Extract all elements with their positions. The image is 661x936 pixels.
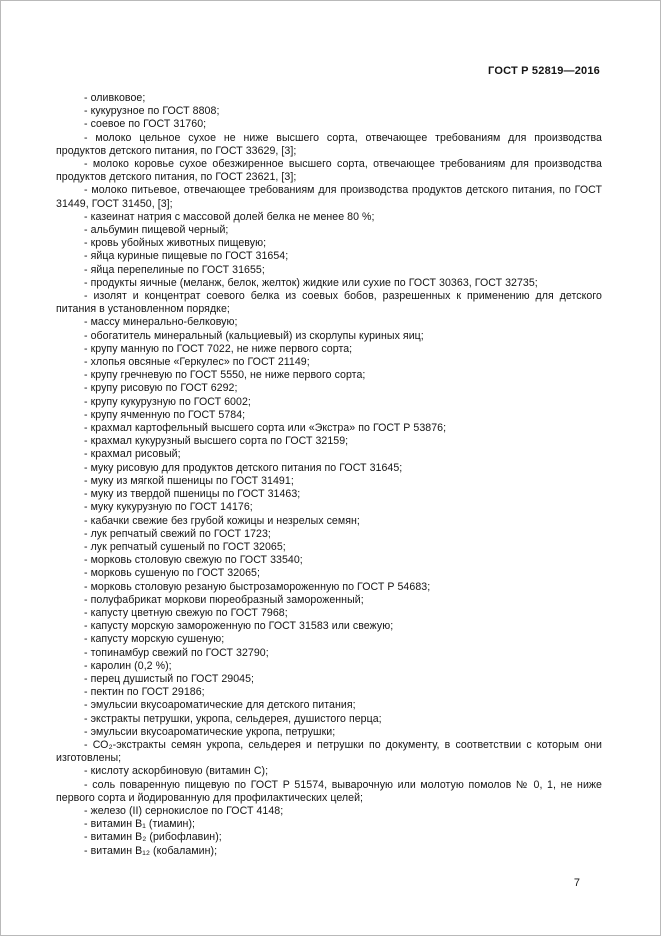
- page-number: 7: [573, 877, 580, 889]
- list-item: - каролин (0,2 %);: [84, 659, 172, 672]
- list-item: - молоко цельное сухое не ниже высшего сорта, отвечающее требованиям для производства продуктов детского питания, по ГОСТ 33629, [3];: [56, 131, 602, 157]
- items-list: [56, 92, 602, 858]
- list-item: - капусту цветную свежую по ГОСТ 7968;: [84, 606, 288, 619]
- list-item: - молоко коровье сухое обезжиренное высшего сорта, отвечающее требованиям для производства продуктов детского питания, по ГОСТ 23621, [3];: [56, 158, 602, 184]
- list-item: - муку из мягкой пшеницы по ГОСТ 31491;: [84, 474, 294, 487]
- list-item: - эмульсии вкусоароматические для детского питания;: [84, 699, 356, 712]
- page-header: [56, 65, 600, 77]
- list-item: - соевое по ГОСТ 31760;: [84, 118, 207, 131]
- list-item: - лук репчатый сушеный по ГОСТ 32065;: [84, 540, 286, 553]
- list-item: - экстракты петрушки, укропа, сельдерея, душистого перца;: [84, 712, 382, 725]
- list-item: - морковь столовую свежую по ГОСТ 33540;: [84, 554, 303, 567]
- list-item: - крупу манную по ГОСТ 7022, не ниже первого сорта;: [84, 342, 353, 355]
- list-item: - витамин В₂ (рибофлавин);: [84, 831, 222, 844]
- list-item: - перец душистый по ГОСТ 29045;: [84, 672, 255, 685]
- list-item: - крупу ячменную по ГОСТ 5784;: [84, 408, 246, 421]
- standard-number: ГОСТ Р 52819—2016: [488, 65, 600, 77]
- list-item: - муку кукурузную по ГОСТ 14176;: [84, 501, 253, 514]
- list-item: - кукурузное по ГОСТ 8808;: [84, 105, 220, 118]
- list-item: - крупу гречневую по ГОСТ 5550, не ниже первого сорта;: [84, 369, 366, 382]
- list-item: - изолят и концентрат соевого белка из соевых бобов, разрешенных к применению для детского питания в установленном порядке;: [56, 290, 602, 316]
- list-item: - морковь сушеную по ГОСТ 32065;: [84, 567, 260, 580]
- list-item: - оливковое;: [84, 92, 146, 104]
- list-item: - хлопья овсяные «Геркулес» по ГОСТ 21149;: [84, 356, 310, 369]
- list-item: - массу минерально-белковую;: [84, 316, 238, 329]
- list-item: - яйца куриные пищевые по ГОСТ 31654;: [84, 250, 289, 263]
- list-item: - топинамбур свежий по ГОСТ 32790;: [84, 646, 269, 659]
- list-item: - эмульсии вкусоароматические укропа, петрушки;: [84, 725, 336, 738]
- list-item: - крахмал рисовый;: [84, 448, 181, 461]
- list-item: - крахмал кукурузный высшего сорта по ГОСТ 32159;: [84, 435, 349, 448]
- list-item: - соль поваренную пищевую по ГОСТ Р 51574, выварочную или молотую помолов № 0, 1, не ниже первого сорта и йодированную для профилактических целей;: [56, 778, 602, 804]
- list-item: - крупу кукурузную по ГОСТ 6002;: [84, 395, 251, 408]
- list-item: - продукты яичные (меланж, белок, желток) жидкие или сухие по ГОСТ 30363, ГОСТ 32735;: [84, 276, 538, 289]
- list-item: - полуфабрикат моркови пюреобразный замороженный;: [84, 593, 364, 606]
- list-item: - лук репчатый свежий по ГОСТ 1723;: [84, 527, 271, 540]
- list-item: - кислоту аскорбиновую (витамин С);: [84, 765, 269, 778]
- page-footer: [574, 877, 580, 889]
- list-item: - СО₂-экстракты семян укропа, сельдерея и петрушки по документу, в соответствии с которым они изготовлены;: [56, 738, 602, 765]
- list-item: - муку из твердой пшеницы по ГОСТ 31463;: [84, 488, 301, 501]
- list-item: - крахмал картофельный высшего сорта или «Экстра» по ГОСТ Р 53876;: [84, 422, 447, 435]
- list-item: - кабачки свежие без грубой кожицы и незрелых семян;: [84, 514, 360, 527]
- list-item: - кровь убойных животных пищевую;: [84, 237, 267, 250]
- list-item: - яйца перепелиные по ГОСТ 31655;: [84, 263, 265, 276]
- list-item: - альбумин пищевой черный;: [84, 224, 229, 237]
- list-item: - витамин В₁ (тиамин);: [84, 818, 196, 831]
- list-item: - капусту морскую замороженную по ГОСТ 31583 или свежую;: [84, 620, 394, 633]
- list-item: - капусту морскую сушеную;: [84, 633, 225, 646]
- list-item: - обогатитель минеральный (кальциевый) из скорлупы куриных яиц;: [84, 329, 424, 342]
- list-item: - казеинат натрия с массовой долей белка не менее 80 %;: [84, 210, 375, 223]
- list-item: - пектин по ГОСТ 29186;: [84, 686, 205, 699]
- list-item: - молоко питьевое, отвечающее требованиям для производства продуктов детского питания, по ГОСТ 31449, ГОСТ 31450, [3];: [56, 184, 602, 210]
- list-item: - витамин В₁₂ (кобаламин);: [84, 844, 218, 857]
- list-item: - морковь столовую резаную быстрозамороженную по ГОСТ Р 54683;: [84, 580, 431, 593]
- list-item: - муку рисовую для продуктов детского питания по ГОСТ 31645;: [84, 461, 403, 474]
- list-item: - железо (II) сернокислое по ГОСТ 4148;: [84, 804, 284, 817]
- list-item: - крупу рисовую по ГОСТ 6292;: [84, 382, 238, 395]
